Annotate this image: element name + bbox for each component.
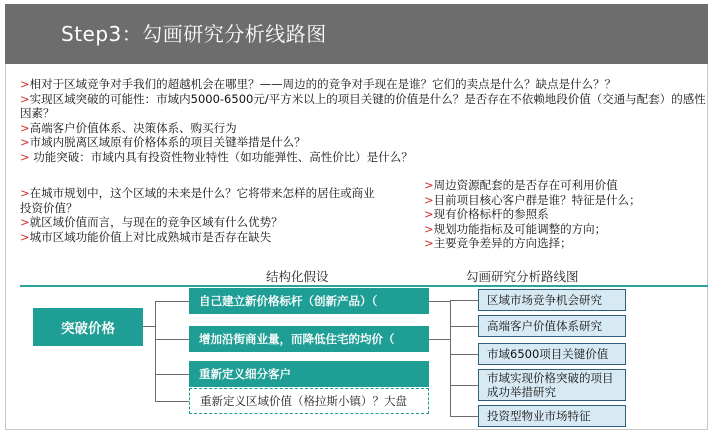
connector xyxy=(155,301,156,402)
section-divider xyxy=(20,285,708,287)
right-question-column xyxy=(424,178,708,251)
connector xyxy=(450,385,478,386)
right-question-item: >规划功能指标及可能调整的方向； xyxy=(424,221,607,236)
question-item: >相对于区域竞争对手我们的超越机会在哪里？——周边的的竞争对手现在是谁？它们的卖点是什么？缺点是什么？？ xyxy=(20,77,617,91)
bullet-marker: > xyxy=(20,135,30,150)
question-list xyxy=(20,77,708,165)
connector xyxy=(450,354,478,355)
hypothesis-box: 增加沿街商业量，而降低住宅的均价（ xyxy=(189,326,429,352)
slide-header xyxy=(5,4,708,64)
right-question-item: >现有价格标杆的参照系 xyxy=(424,207,549,222)
root-node: 突破价格 xyxy=(33,308,143,346)
bullet-marker: > xyxy=(20,149,30,164)
connector xyxy=(450,300,451,417)
connector xyxy=(155,401,189,402)
research-box: 投资型物业市场特征 xyxy=(478,405,626,427)
hypothesis-box: 自己建立新价格标杆（创新产品）（ xyxy=(189,288,429,314)
bullet-marker: > xyxy=(20,215,30,230)
bullet-marker: > xyxy=(20,229,30,244)
left-question-item: >就区域价值而言，与现在的竞争区域有什么优势？ xyxy=(20,215,283,230)
question-item: > 功能突破：市域内具有投资性物业特性（如功能弹性、高性价比）是什么？ xyxy=(20,149,413,164)
connector xyxy=(429,301,450,302)
question-item: >市域内脱离区域原有价格体系的项目关键举措是什么？ xyxy=(20,135,306,150)
bullet-marker: > xyxy=(20,120,30,135)
connector xyxy=(450,416,478,417)
research-box: 高端客户价值体系研究 xyxy=(478,315,626,337)
bullet-marker: > xyxy=(424,178,434,192)
right-question-item: >目前项目核心客户群是谁？特征是什么； xyxy=(424,192,641,207)
bullet-marker: > xyxy=(424,236,434,251)
question-item: >高端客户价值体系、决策体系、购买行为 xyxy=(20,120,237,135)
bullet-marker: > xyxy=(20,91,30,106)
page-title: Step3：勾画研究分析线路图 xyxy=(61,22,327,46)
bullet-marker: > xyxy=(424,192,434,207)
bullet-marker: > xyxy=(424,221,434,236)
right-question-item: >主要竞争差异的方向选择； xyxy=(424,236,572,251)
left-question-item: >城市区域功能价值上对比成熟城市是否存在缺失 xyxy=(20,229,272,244)
left-question-item: >在城市规划中，这个区域的未来是什么？它将带来怎样的居住或商业投资价值？ xyxy=(20,186,375,215)
left-question-column xyxy=(20,186,420,244)
connector xyxy=(143,326,155,327)
bullet-marker: > xyxy=(20,186,30,200)
connector xyxy=(450,300,478,301)
connector xyxy=(429,339,450,340)
question-item: >实现区域突破的可能性：市域内5000-6500元/平方米以上的项目关键的价值是什么？是否存在不依赖地段价值（交通与配套）的感性因素？ xyxy=(20,91,706,121)
roadmap-section-label: 勾画研究分析路线图 xyxy=(466,269,579,284)
right-question-item: >周边资源配套的是否存在可利用价值 xyxy=(424,178,618,192)
bullet-marker: > xyxy=(424,207,434,222)
hypothesis-section-label: 结构化假设 xyxy=(266,269,329,284)
research-box: 区域市场竞争机会研究 xyxy=(478,289,626,311)
hypothesis-box-dashed: 重新定义区域价值（格拉斯小镇）？大盘 xyxy=(189,388,429,414)
research-box: 市域实现价格突破的项目成功举措研究 xyxy=(478,369,626,401)
connector xyxy=(155,339,189,340)
hypothesis-box: 重新定义细分客户 xyxy=(189,361,429,387)
research-box: 市域6500项目关键价值 xyxy=(478,343,626,365)
connector xyxy=(155,301,189,302)
bullet-marker: > xyxy=(20,77,30,91)
connector xyxy=(155,374,189,375)
connector xyxy=(450,326,478,327)
